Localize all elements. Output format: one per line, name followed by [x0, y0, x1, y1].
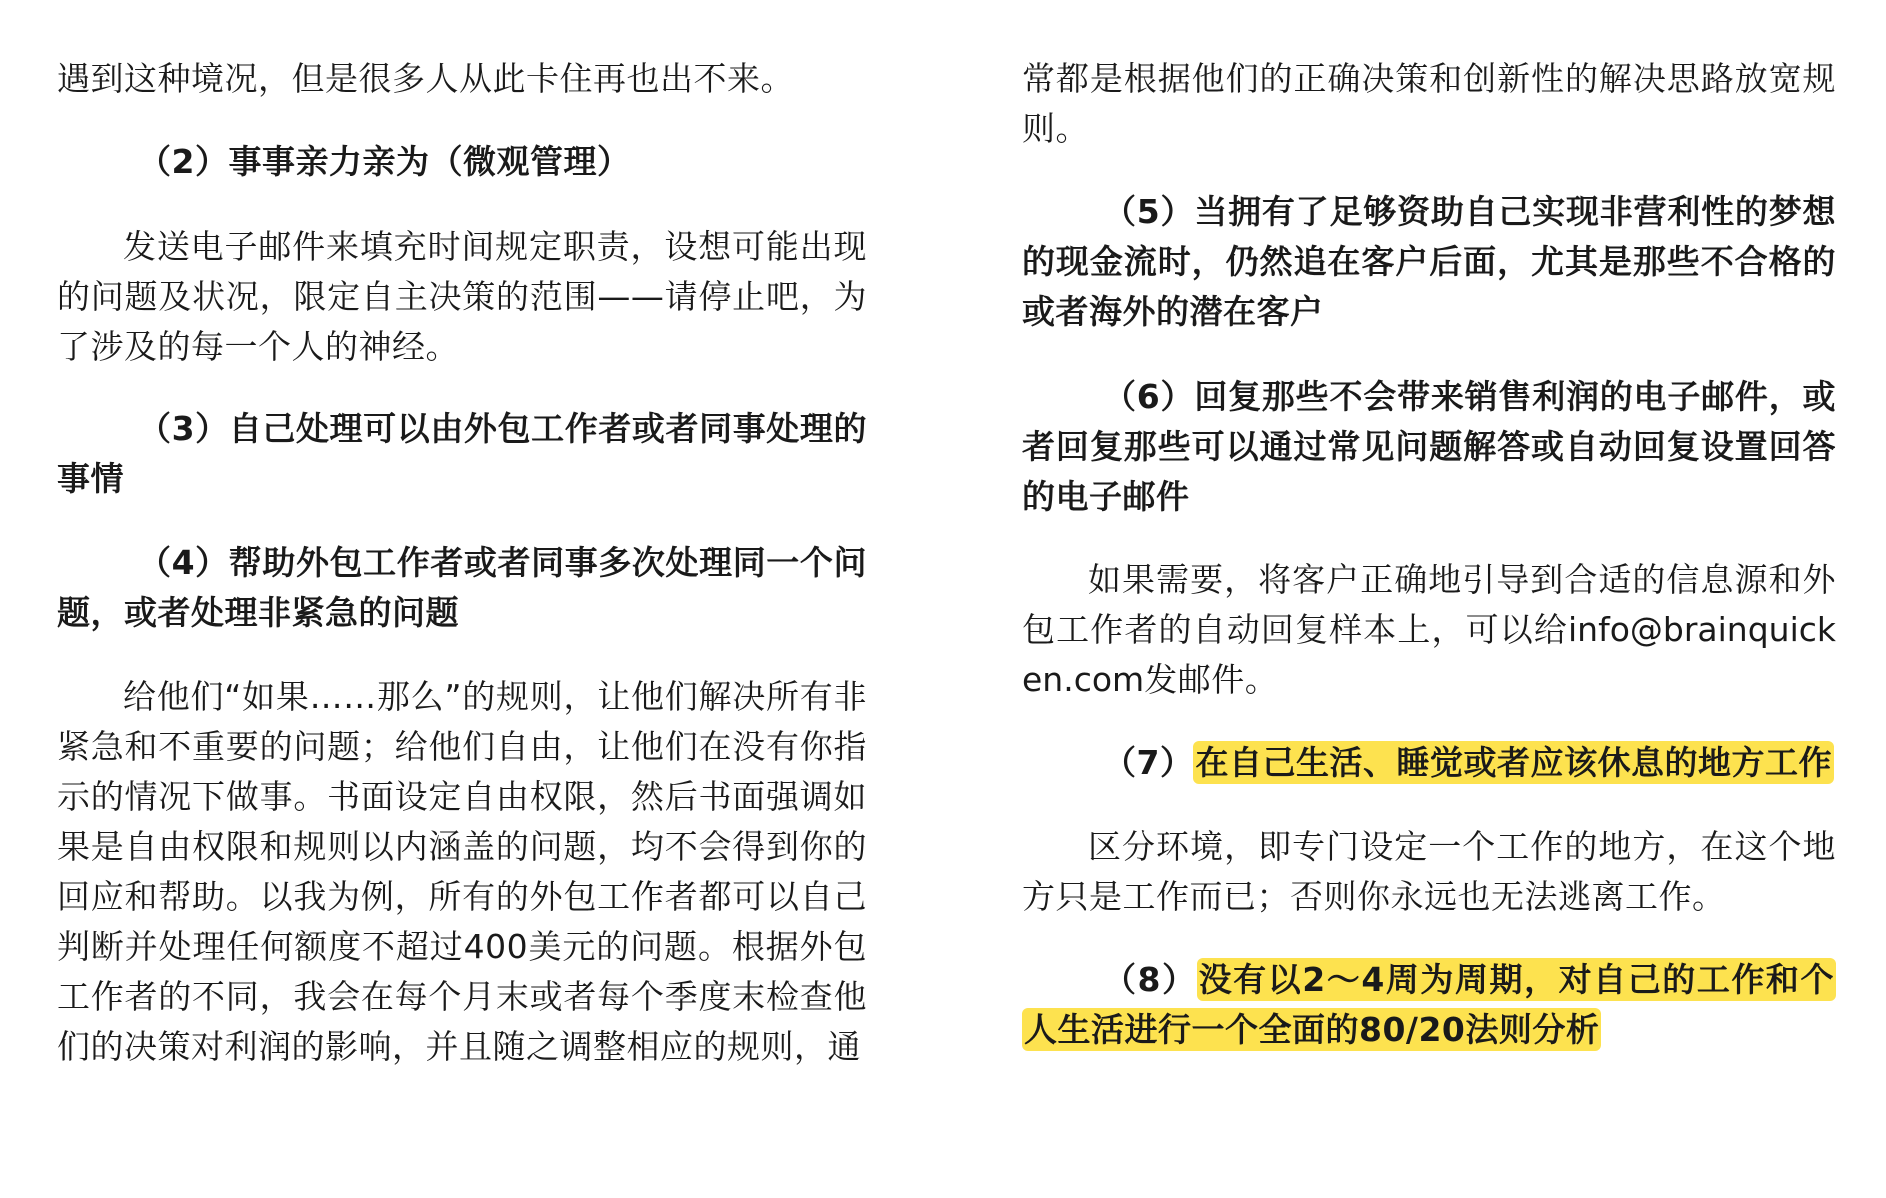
heading-handle-outsourceable: （3）自己处理可以由外包工作者或者同事处理的事情: [57, 409, 867, 498]
paragraph-email-duties: 发送电子邮件来填充时间规定职责，设想可能出现的问题及状况，限定自主决策的范围——请停止吧，为了涉及的每一个人的神经。: [57, 227, 867, 366]
paragraph-separate-environments: 区分环境，即专门设定一个工作的地方，在这个地方只是工作而已；否则你永远也无法逃离工作。: [1022, 827, 1836, 916]
heading-repeat-problems: （4）帮助外包工作者或者同事多次处理同一个问题，或者处理非紧急的问题: [57, 543, 867, 632]
redirect-text: 如果需要，将客户正确地引导到合适的信息源和外包工作者的自动回复样本上，可以给: [1022, 560, 1836, 649]
heading-number: （8）: [1103, 960, 1197, 999]
heading-micromanagement: （2）事事亲力亲为（微观管理）: [138, 142, 631, 181]
paragraph-redirect-customers: [1022, 555, 1836, 705]
highlighted-heading-text: 没有以2～4周为周期，对自己的工作和个人生活进行一个全面的80/20法则分析: [1024, 960, 1834, 1049]
heading-number: （7）: [1103, 743, 1194, 782]
highlighted-heading-text: 在自己生活、睡觉或者应该休息的地方工作: [1195, 743, 1832, 782]
paragraph-if-then-rules: 给他们“如果……那么”的规则，让他们解决所有非紧急和不重要的问题；给他们自由，让他们在没有你指示的情况下做事。书面设定自由权限，然后书面强调如果是自由权限和规则以内涵盖的问题，均不会得到你的回应和帮助。以我为例，所有的外包工作者都可以自己判断并处理任何额度不超过400美元的问题。根据外包工作者的不同，我会在每个月末或者每个季度末检查他们的决策对利润的影响，并且随之调整相应的规则，通: [57, 677, 867, 1066]
heading-work-where-you-live: [1022, 738, 1836, 788]
heading-8020-analysis: [1022, 955, 1836, 1055]
heading-chasing-customers: （5）当拥有了足够资助自己实现非营利性的梦想的现金流时，仍然追在客户后面，尤其是那些不合格的或者海外的潜在客户: [1022, 192, 1836, 331]
redirect-text-end: 发邮件。: [1144, 660, 1279, 699]
email-address: info@brainquicken.com: [1022, 610, 1836, 699]
paragraph-continuation-right: 常都是根据他们的正确决策和创新性的解决思路放宽规则。: [1022, 59, 1836, 148]
heading-replying-emails: （6）回复那些不会带来销售利润的电子邮件，或者回复那些可以通过常见问题解答或自动回复设置回答的电子邮件: [1022, 377, 1836, 516]
paragraph-continuation: 遇到这种境况，但是很多人从此卡住再也出不来。: [57, 59, 794, 98]
